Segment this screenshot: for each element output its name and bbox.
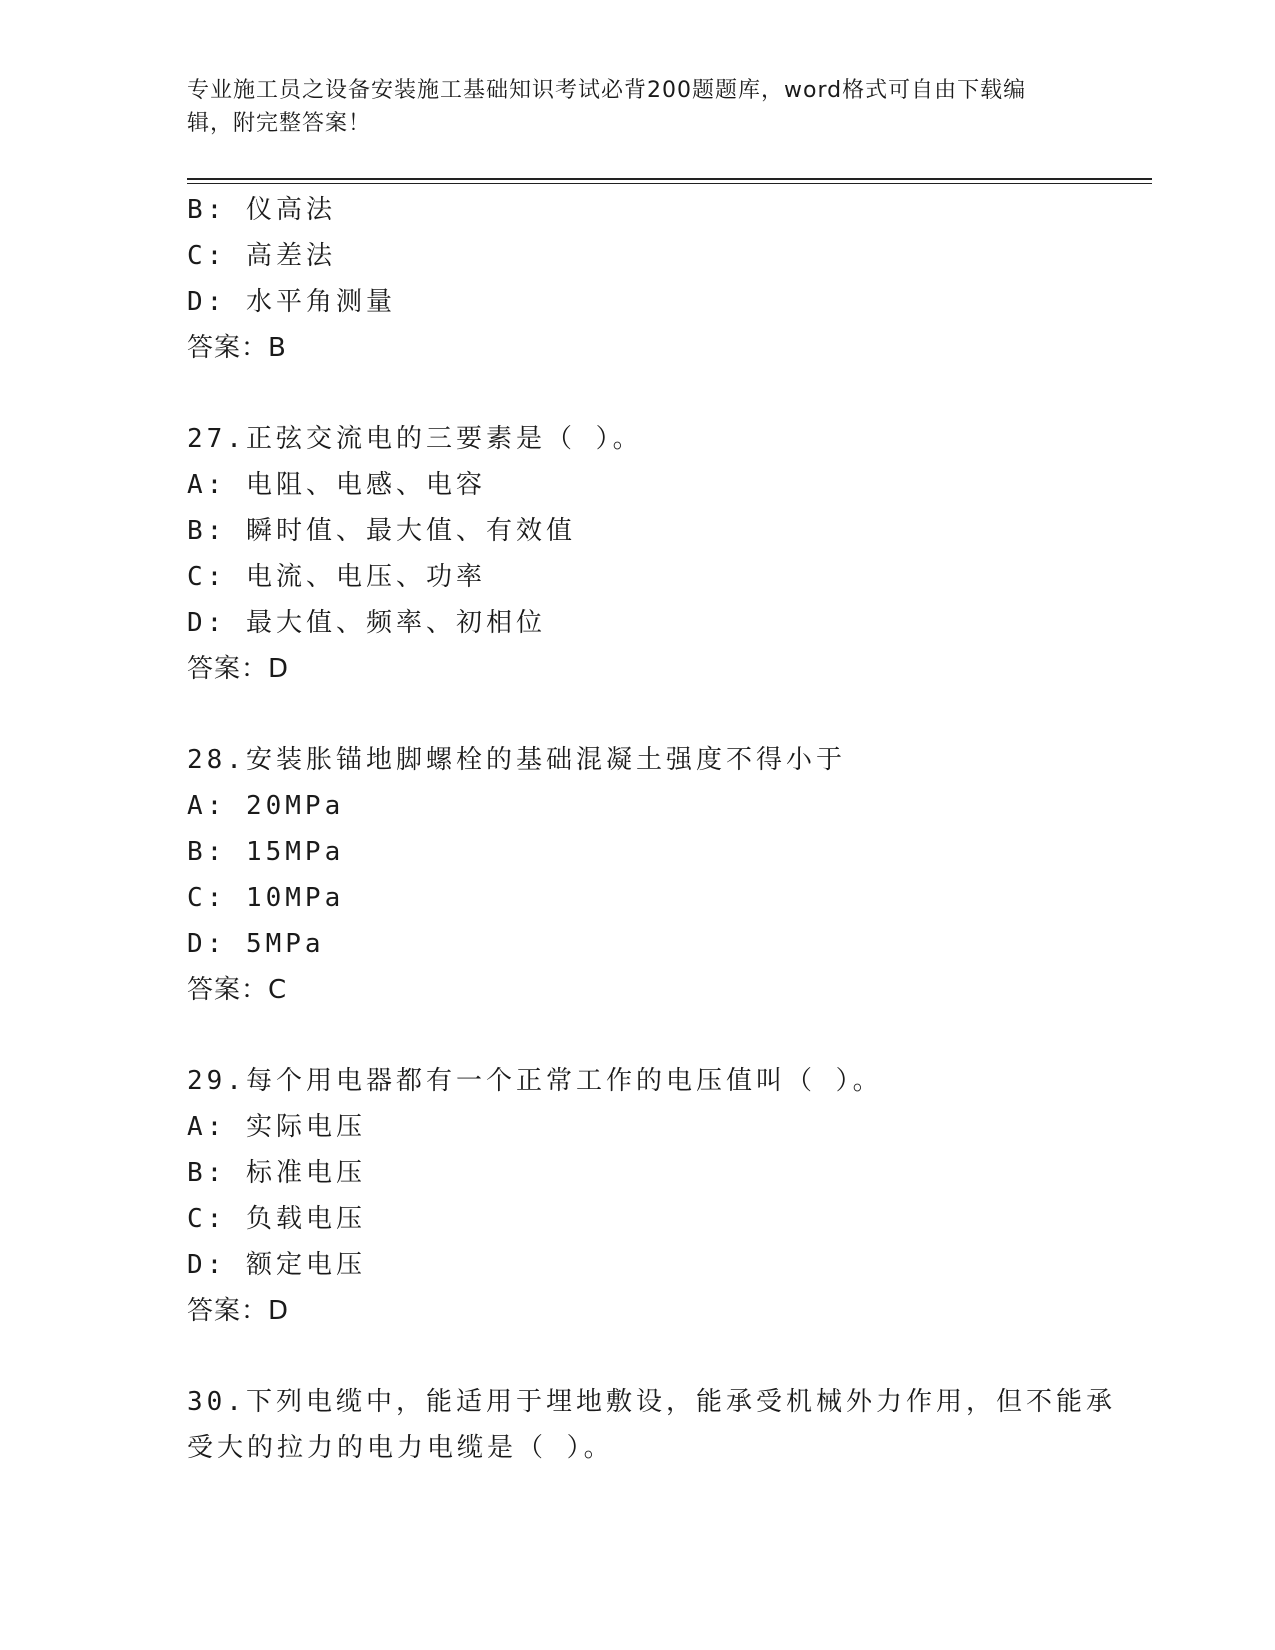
answer: 答案：C bbox=[187, 975, 288, 1005]
answer: 答案：D bbox=[187, 654, 290, 684]
answer: 答案：D bbox=[187, 1296, 290, 1326]
option-b: B: 瞬时值、最大值、有效值 bbox=[187, 516, 576, 546]
question-title-line-2: 受大的拉力的电力电缆是（ ）。 bbox=[187, 1433, 614, 1463]
question-28 bbox=[187, 737, 1152, 1013]
option-c: C: 10MPa bbox=[187, 883, 345, 913]
question-title-line-1: 30.下列电缆中，能适用于埋地敷设，能承受机械外力作用，但不能承 bbox=[187, 1387, 1116, 1417]
option-d: D: 额定电压 bbox=[187, 1250, 366, 1280]
option-d: D: 水平角测量 bbox=[187, 287, 396, 317]
question-26 bbox=[187, 187, 1152, 371]
option-b: B: 15MPa bbox=[187, 837, 345, 867]
option-d: D: 最大值、频率、初相位 bbox=[187, 608, 546, 638]
header-rule bbox=[187, 178, 1152, 180]
question-list bbox=[187, 187, 1152, 1471]
option-b: B: 仪高法 bbox=[187, 195, 336, 225]
question-title: 29.每个用电器都有一个正常工作的电压值叫（ ）。 bbox=[187, 1066, 883, 1096]
option-c: C: 负载电压 bbox=[187, 1204, 366, 1234]
answer: 答案：B bbox=[187, 333, 287, 363]
option-d: D: 5MPa bbox=[187, 929, 325, 959]
question-title: 27.正弦交流电的三要素是（ ）。 bbox=[187, 424, 643, 454]
header-rule-thin bbox=[187, 183, 1152, 184]
question-title: 28.安装胀锚地脚螺栓的基础混凝土强度不得小于 bbox=[187, 745, 846, 775]
option-c: C: 高差法 bbox=[187, 241, 336, 271]
page-header: 专业施工员之设备安装施工基础知识考试必背200题题库，word格式可自由下载编辑，附完整答案！ bbox=[187, 78, 1027, 136]
question-29 bbox=[187, 1058, 1152, 1334]
option-c: C: 电流、电压、功率 bbox=[187, 562, 486, 592]
option-a: A: 电阻、电感、电容 bbox=[187, 470, 486, 500]
question-27 bbox=[187, 416, 1152, 692]
option-b: B: 标准电压 bbox=[187, 1158, 366, 1188]
option-a: A: 20MPa bbox=[187, 791, 345, 821]
option-a: A: 实际电压 bbox=[187, 1112, 366, 1142]
question-30 bbox=[187, 1379, 1152, 1471]
